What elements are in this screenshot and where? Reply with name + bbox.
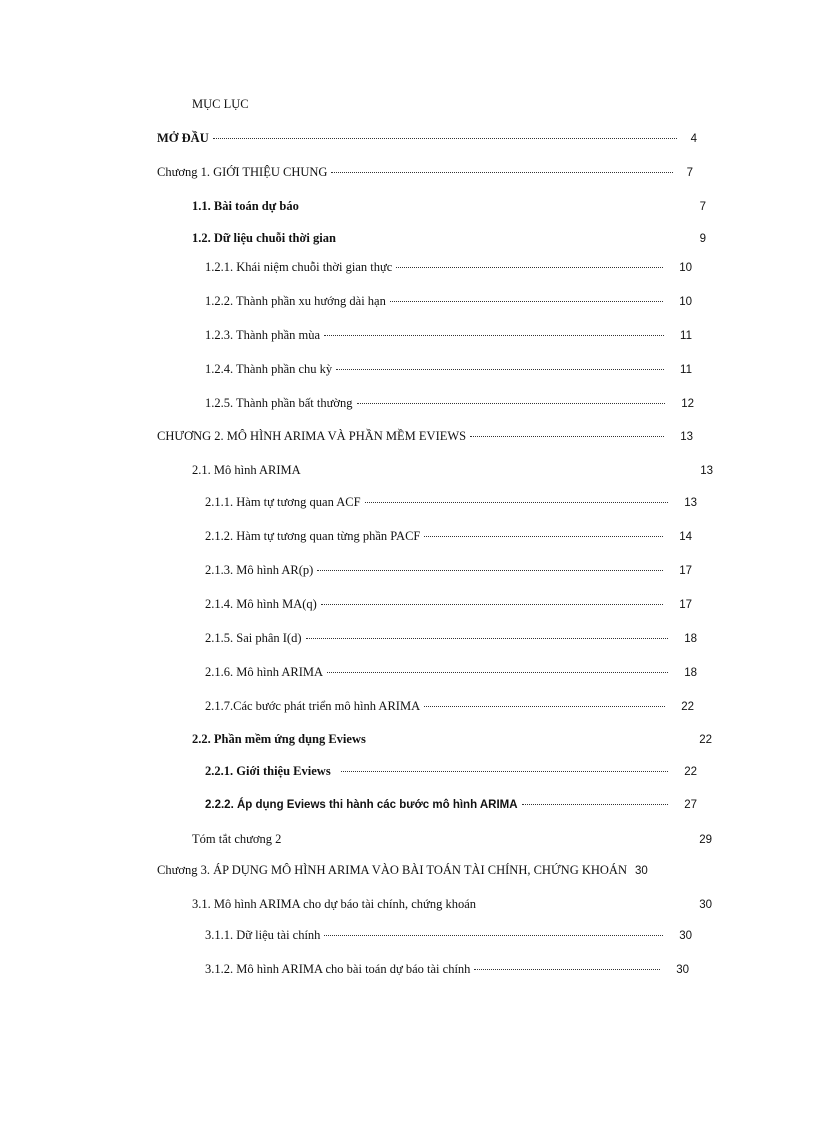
toc-entry-label: 2.1.3. Mô hình AR(p) bbox=[205, 563, 314, 577]
toc-entry-2-2-1[interactable] bbox=[205, 761, 697, 781]
toc-entry-page: 30 bbox=[676, 964, 689, 976]
dot-leader bbox=[357, 391, 666, 404]
toc-entry-page: 9 bbox=[699, 233, 706, 245]
toc-entry-2-1-3[interactable] bbox=[205, 560, 692, 580]
toc-entry-mo-dau[interactable] bbox=[157, 128, 697, 148]
toc-entry-page: 13 bbox=[684, 497, 697, 509]
toc-entry-page: 30 bbox=[679, 930, 692, 942]
toc-entry-label: CHƯƠNG 2. MÔ HÌNH ARIMA VÀ PHẦN MỀM EVIEWS bbox=[157, 429, 467, 443]
toc-entry-label: Chương 1. GIỚI THIỆU CHUNG bbox=[157, 165, 328, 179]
toc-entry-label: 1.2.2. Thành phần xu hướng dài hạn bbox=[205, 294, 386, 308]
dot-leader bbox=[341, 759, 669, 772]
dot-leader bbox=[324, 923, 663, 936]
dot-leader bbox=[213, 126, 677, 139]
toc-entry-page: 22 bbox=[684, 766, 697, 778]
toc-entry-2-1-2[interactable] bbox=[205, 526, 692, 546]
toc-entry-2-2[interactable] bbox=[192, 729, 712, 749]
toc-entry-label: 3.1.1. Dữ liệu tài chính bbox=[205, 928, 321, 942]
toc-entry-label: 3.1.2. Mô hình ARIMA cho bài toán dự báo tài chính bbox=[205, 962, 471, 976]
toc-entry-page: 12 bbox=[681, 398, 694, 410]
dot-leader bbox=[321, 592, 663, 605]
dot-leader bbox=[424, 694, 665, 707]
toc-entry-label: MỞ ĐẦU bbox=[157, 131, 209, 145]
toc-entry-page: 30 bbox=[699, 899, 712, 911]
toc-entry-label: 2.2. Phần mềm ứng dụng Eviews bbox=[192, 732, 366, 746]
toc-title: MỤC LỤC bbox=[192, 97, 249, 111]
toc-entry-label: 1.2.4. Thành phần chu kỳ bbox=[205, 362, 333, 376]
toc-entry-page: 10 bbox=[679, 296, 692, 308]
toc-entry-label: 1.2.5. Thành phần bất thường bbox=[205, 396, 353, 410]
dot-leader bbox=[324, 323, 664, 336]
toc-entry-label: 2.1. Mô hình ARIMA bbox=[192, 463, 301, 477]
toc-entry-label: 1.1. Bài toán dự báo bbox=[192, 199, 299, 213]
toc-entry-1-2-3[interactable] bbox=[205, 325, 692, 345]
toc-entry-page: 22 bbox=[681, 701, 694, 713]
dot-leader bbox=[327, 660, 668, 673]
toc-entry-1-2-4[interactable] bbox=[205, 359, 692, 379]
toc-entry-label: 2.1.6. Mô hình ARIMA bbox=[205, 665, 324, 679]
toc-entry-label: 3.1. Mô hình ARIMA cho dự báo tài chính, chứng khoán bbox=[192, 897, 477, 911]
dot-leader bbox=[317, 558, 663, 571]
toc-entry-page: 17 bbox=[679, 565, 692, 577]
dot-leader bbox=[474, 957, 660, 970]
toc-entry-2-1-5[interactable] bbox=[205, 628, 697, 648]
toc-entry-1-1[interactable] bbox=[192, 196, 706, 216]
toc-entry-label: 2.2.2. Áp dụng Eviews thi hành các bước mô hình ARIMA bbox=[205, 799, 518, 811]
toc-entry-label: 1.2.3. Thành phần mùa bbox=[205, 328, 321, 342]
toc-entry-1-2-2[interactable] bbox=[205, 291, 692, 311]
dot-leader bbox=[390, 289, 663, 302]
toc-entry-1-2-5[interactable] bbox=[205, 393, 694, 413]
toc-entry-page: 18 bbox=[684, 667, 697, 679]
toc-entry-label: Chương 3. ÁP DỤNG MÔ HÌNH ARIMA VÀO BÀI TOÁN TÀI CHÍNH, CHỨNG KHOÁN bbox=[157, 863, 627, 877]
toc-entry-page: 11 bbox=[680, 330, 692, 342]
dot-leader bbox=[336, 357, 664, 370]
toc-entry-3-1-1[interactable] bbox=[205, 925, 692, 945]
toc-entry-chuong-2[interactable] bbox=[157, 426, 693, 446]
toc-entry-label: 1.2. Dữ liệu chuỗi thời gian bbox=[192, 231, 336, 245]
toc-entry-3-1-2[interactable] bbox=[205, 959, 689, 979]
toc-entry-tom-tat-chuong-2[interactable] bbox=[192, 829, 712, 849]
dot-leader bbox=[306, 626, 669, 639]
toc-entry-2-1-4[interactable] bbox=[205, 594, 692, 614]
dot-leader bbox=[522, 792, 669, 805]
toc-entry-2-1-7[interactable] bbox=[205, 696, 694, 716]
toc-entry-page: 4 bbox=[690, 133, 697, 145]
toc-entry-label: 2.1.4. Mô hình MA(q) bbox=[205, 597, 317, 611]
toc-entry-2-1-1[interactable] bbox=[205, 492, 697, 512]
toc-entry-page: 29 bbox=[699, 834, 712, 846]
toc-entry-chuong-3[interactable] bbox=[157, 860, 683, 880]
toc-entry-page: 7 bbox=[699, 201, 706, 213]
toc-entry-1-2[interactable] bbox=[192, 228, 706, 248]
toc-entry-page: 13 bbox=[700, 465, 713, 477]
toc-entry-page: 22 bbox=[699, 734, 712, 746]
toc-entry-2-2-2[interactable] bbox=[205, 795, 697, 815]
dot-leader bbox=[470, 424, 664, 437]
toc-entry-2-1-6[interactable] bbox=[205, 662, 697, 682]
dot-leader bbox=[424, 524, 663, 537]
toc-entry-label: 2.1.7.Các bước phát triển mô hình ARIMA bbox=[205, 699, 421, 713]
dot-leader bbox=[396, 255, 663, 268]
toc-entry-page: 11 bbox=[680, 364, 692, 376]
dot-leader bbox=[331, 160, 672, 173]
toc-entry-2-1[interactable] bbox=[192, 460, 713, 480]
toc-entry-page: 7 bbox=[686, 167, 693, 179]
toc-entry-label: Tóm tắt chương 2 bbox=[192, 832, 282, 846]
toc-entry-label: 2.1.2. Hàm tự tương quan từng phần PACF bbox=[205, 529, 421, 543]
toc-entry-1-2-1[interactable] bbox=[205, 257, 692, 277]
toc-entry-page: 30 bbox=[634, 865, 648, 877]
toc-entry-page: 17 bbox=[679, 599, 692, 611]
toc-entry-page: 10 bbox=[679, 262, 692, 274]
toc-entry-3-1[interactable] bbox=[192, 894, 712, 914]
toc-entry-page: 27 bbox=[684, 799, 697, 811]
toc-entry-label: 2.1.1. Hàm tự tương quan ACF bbox=[205, 495, 361, 509]
toc-entry-page: 14 bbox=[679, 531, 692, 543]
toc-entry-label: 2.1.5. Sai phân I(d) bbox=[205, 631, 302, 645]
toc-entry-label: 2.2.1. Giới thiệu Eviews bbox=[205, 764, 331, 778]
toc-entry-label: 1.2.1. Khái niệm chuỗi thời gian thực bbox=[205, 260, 393, 274]
dot-leader bbox=[365, 490, 669, 503]
toc-entry-chuong-1[interactable] bbox=[157, 162, 693, 182]
toc-entry-page: 18 bbox=[684, 633, 697, 645]
toc-entry-page: 13 bbox=[680, 431, 693, 443]
